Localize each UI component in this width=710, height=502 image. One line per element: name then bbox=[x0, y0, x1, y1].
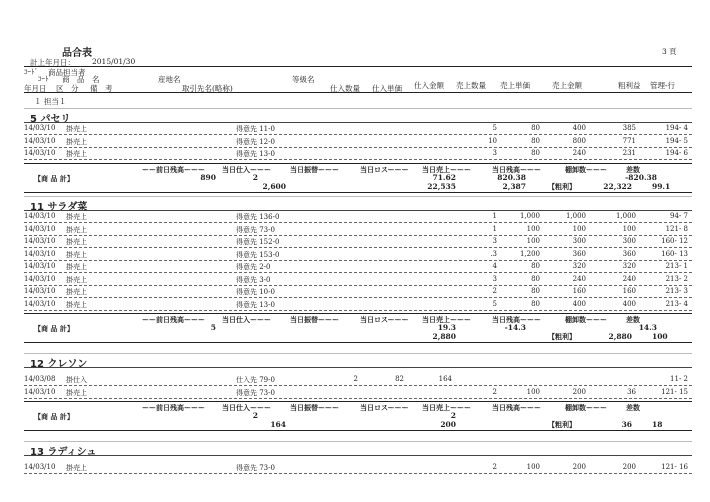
row-type: 掛売上 bbox=[66, 300, 87, 309]
row-type: 掛売上 bbox=[66, 238, 87, 246]
summary-gross-rate: 99.1 bbox=[652, 181, 671, 191]
row-rule bbox=[24, 260, 692, 261]
summary-label-stocktake: 棚卸数ーーー bbox=[565, 403, 607, 412]
row-sprice: 80 bbox=[531, 136, 540, 145]
row-sqty: 5 bbox=[492, 299, 497, 308]
row-rule bbox=[24, 222, 692, 223]
row-date: 14/03/10 bbox=[24, 463, 56, 471]
row-mgmt: 11- 2 bbox=[670, 375, 688, 383]
product-divider bbox=[24, 196, 692, 197]
row-rule bbox=[24, 235, 692, 236]
row-rule bbox=[24, 398, 692, 399]
summary-sales-amount: 22,535 bbox=[427, 181, 456, 191]
product-name: 12 クレソン bbox=[30, 359, 88, 370]
row-customer: 得意先 73-0 bbox=[236, 388, 275, 397]
row-date: 14/03/10 bbox=[24, 224, 56, 233]
row-type: 掛売上 bbox=[66, 263, 87, 271]
row-date: 14/03/10 bbox=[24, 237, 56, 245]
row-rule bbox=[24, 385, 692, 386]
summary-bottom-rule bbox=[24, 342, 692, 343]
person-header: 商品担当者 bbox=[48, 68, 86, 77]
row-rule bbox=[24, 134, 692, 135]
row-date: 14/03/10 bbox=[24, 124, 56, 132]
row-date: 14/03/10 bbox=[24, 387, 56, 396]
header-bottom-rule bbox=[24, 92, 692, 93]
row-type: 掛売上 bbox=[66, 225, 87, 234]
person-line: １ 担当１ bbox=[34, 97, 67, 106]
row-mgmt: 194- 5 bbox=[665, 136, 688, 145]
row-type: 掛売上 bbox=[66, 125, 87, 133]
product-name-rule bbox=[24, 367, 692, 368]
row-type: 掛売上 bbox=[66, 213, 87, 221]
summary-label-day_transfer: 当日振替ーーー bbox=[290, 403, 339, 412]
summary-label-day_stock: 当日残高ーーー bbox=[492, 164, 541, 174]
summary-label-difference: 差数 bbox=[626, 403, 640, 412]
summary-prev_stock: 5 bbox=[210, 323, 216, 332]
product-name: 13 ラディシュ bbox=[30, 447, 97, 458]
summary-label-day_purchase: 当日仕入ーーー bbox=[222, 403, 271, 412]
summary-sales-amount: 200 bbox=[440, 420, 456, 429]
summary-label-day_transfer: 当日振替ーーー bbox=[290, 164, 339, 174]
summary-label-day_loss: 当日ロスーーー bbox=[360, 315, 409, 324]
row-samount: 100 bbox=[572, 224, 586, 233]
row-rule bbox=[24, 272, 692, 273]
summary-gross-amount: 22,322 bbox=[603, 181, 632, 191]
row-mgmt: 213- 3 bbox=[665, 287, 688, 295]
summary-label-stocktake: 棚卸数ーーー bbox=[565, 164, 607, 174]
row-sqty: 3 bbox=[492, 274, 497, 283]
summary-bottom-rule bbox=[24, 430, 692, 431]
summary-label-difference: 差数 bbox=[626, 315, 640, 324]
origin-header: 産地名 bbox=[158, 75, 181, 84]
row-samount: 300 bbox=[572, 237, 586, 245]
row-samount: 200 bbox=[572, 387, 586, 396]
summary-prev_stock: 890 bbox=[200, 172, 216, 182]
customer-col-header: 取引先名(略称) bbox=[182, 84, 233, 93]
row-rule bbox=[24, 473, 692, 474]
row-profit: 300 bbox=[622, 237, 636, 245]
row-sprice: 80 bbox=[531, 124, 540, 132]
row-mgmt: 160- 13 bbox=[661, 249, 688, 258]
row-date: 14/03/10 bbox=[24, 287, 56, 295]
summary-label-day_sales: 当日売上ーーー bbox=[422, 164, 471, 174]
gross-label: 【粗利】 bbox=[548, 332, 576, 341]
row-mgmt: 121- 8 bbox=[665, 224, 688, 233]
row-sprice: 100 bbox=[526, 387, 540, 396]
row-sprice: 1,200 bbox=[519, 249, 540, 258]
summary-gross-amount: 36 bbox=[621, 420, 632, 429]
summary-difference: -820.38 bbox=[625, 172, 657, 182]
gross-profit-header: 粗利益 bbox=[618, 81, 641, 90]
product-divider bbox=[24, 441, 692, 442]
summary-gross-rate: 18 bbox=[652, 420, 663, 429]
product-name-rule bbox=[24, 122, 692, 123]
header-top-rule bbox=[24, 66, 692, 67]
row-date: 14/03/08 bbox=[24, 375, 56, 383]
product-name-rule bbox=[24, 210, 692, 211]
row-samount: 400 bbox=[572, 124, 586, 132]
row-profit: 36 bbox=[627, 387, 636, 396]
row-sqty: .3 bbox=[490, 249, 497, 258]
summary-purchase-amount: 2,600 bbox=[262, 181, 286, 191]
row-profit: 200 bbox=[622, 463, 636, 471]
row-customer: 得意先 12-0 bbox=[236, 137, 275, 146]
note-col-header: 備 考 bbox=[90, 84, 113, 93]
row-samount: 240 bbox=[572, 274, 586, 283]
row-profit: 360 bbox=[622, 249, 636, 258]
date-label: 計上年月日： bbox=[30, 58, 75, 67]
row-sprice: 80 bbox=[531, 287, 540, 295]
summary-top-rule bbox=[24, 163, 692, 164]
purchase-amount-header: 仕入金額 bbox=[414, 81, 444, 90]
summary-day_purchase: 2 bbox=[252, 172, 258, 182]
summary-label-prev_stock: ーー前日残高ーーー bbox=[142, 164, 205, 174]
summary-label-day_sales: 当日売上ーーー bbox=[422, 315, 471, 324]
summary-stock-amount: 2,387 bbox=[502, 181, 526, 191]
sales-qty-header: 売上数量 bbox=[456, 81, 486, 90]
row-customer: 得意先 3-0 bbox=[236, 275, 271, 284]
row-type: 掛売上 bbox=[66, 137, 87, 146]
row-mgmt: 94- 7 bbox=[670, 212, 688, 220]
row-mgmt: 121- 16 bbox=[661, 463, 688, 471]
row-sprice: 80 bbox=[531, 299, 540, 308]
summary-label-day_loss: 当日ロスーーー bbox=[360, 403, 409, 412]
grade-header: 等級名 bbox=[292, 75, 315, 84]
row-customer: 得意先 10-0 bbox=[236, 288, 275, 296]
summary-label-day_purchase: 当日仕入ーーー bbox=[222, 315, 271, 324]
gross-label: 【粗利】 bbox=[548, 420, 576, 429]
row-customer: 得意先 73-0 bbox=[236, 225, 275, 234]
row-mgmt: 121- 15 bbox=[661, 387, 688, 396]
summary-purchase-amount: 164 bbox=[270, 420, 286, 429]
row-mgmt: 213- 4 bbox=[665, 299, 688, 308]
code-label-1: ｺｰﾄﾞ bbox=[24, 68, 38, 76]
row-customer: 得意先 153-0 bbox=[236, 250, 280, 259]
summary-bottom-rule bbox=[24, 192, 692, 193]
row-sprice: 100 bbox=[526, 463, 540, 471]
summary-label-day_transfer: 当日振替ーーー bbox=[290, 315, 339, 324]
row-customer: 仕入先 79-0 bbox=[236, 376, 275, 384]
row-profit: 160 bbox=[622, 287, 636, 295]
row-mgmt: 213- 1 bbox=[665, 262, 688, 270]
row-date: 14/03/10 bbox=[24, 299, 56, 308]
subtotal-label: 【商 品 計】 bbox=[34, 324, 74, 333]
summary-label-day_loss: 当日ロスーーー bbox=[360, 164, 409, 174]
row-mgmt: 213- 2 bbox=[665, 274, 688, 283]
mgmt-row-header: 管理-行 bbox=[650, 81, 676, 90]
row-samount: 360 bbox=[572, 249, 586, 258]
row-type: 掛仕入 bbox=[66, 376, 87, 384]
row-rule bbox=[24, 247, 692, 248]
row-type: 掛売上 bbox=[66, 250, 87, 259]
summary-top-rule bbox=[24, 313, 692, 314]
row-samount: 240 bbox=[572, 149, 586, 157]
row-pqty: 2 bbox=[353, 375, 358, 383]
row-type: 掛売上 bbox=[66, 464, 87, 472]
row-samount: 400 bbox=[572, 299, 586, 308]
summary-label-difference: 差数 bbox=[626, 164, 640, 174]
summary-label-prev_stock: ーー前日残高ーーー bbox=[142, 315, 205, 324]
summary-day_sales: 2 bbox=[450, 411, 456, 420]
row-mgmt: 160- 12 bbox=[661, 237, 688, 245]
summary-top-rule bbox=[24, 401, 692, 402]
row-sprice: 80 bbox=[531, 149, 540, 157]
summary-day_stock: 820.38 bbox=[497, 172, 526, 182]
type-col-header: 区 分 bbox=[56, 84, 79, 93]
row-sprice: 100 bbox=[526, 237, 540, 245]
row-customer: 得意先 73-0 bbox=[236, 464, 275, 472]
row-date: 14/03/10 bbox=[24, 249, 56, 258]
row-profit: 771 bbox=[622, 136, 636, 145]
row-type: 掛売上 bbox=[66, 288, 87, 296]
product-name: 5 パセリ bbox=[30, 114, 71, 125]
summary-day_stock: -14.3 bbox=[504, 323, 526, 332]
row-profit: 385 bbox=[622, 124, 636, 132]
row-profit: 100 bbox=[622, 224, 636, 233]
summary-label-day_stock: 当日残高ーーー bbox=[492, 403, 541, 412]
row-profit: 240 bbox=[622, 274, 636, 283]
summary-difference: 14.3 bbox=[638, 323, 657, 332]
row-sqty: 5 bbox=[492, 124, 497, 132]
row-samount: 200 bbox=[572, 463, 586, 471]
subtotal-label: 【商 品 計】 bbox=[34, 173, 74, 183]
row-samount: 320 bbox=[572, 262, 586, 270]
row-pamount: 164 bbox=[438, 375, 452, 383]
purchase-qty-header: 仕入数量 bbox=[330, 84, 360, 93]
date-value: 2015/01/30 bbox=[92, 57, 136, 66]
row-type: 掛売上 bbox=[66, 388, 87, 397]
sales-price-header: 売上単価 bbox=[500, 81, 530, 90]
summary-day_sales: 71.62 bbox=[432, 172, 456, 182]
row-rule bbox=[24, 310, 692, 311]
row-date: 14/03/10 bbox=[24, 136, 56, 145]
row-sqty: 1 bbox=[492, 212, 497, 220]
row-sqty: 2 bbox=[492, 387, 497, 396]
summary-label-prev_stock: ーー前日残高ーーー bbox=[142, 403, 205, 412]
product-divider bbox=[24, 353, 692, 354]
summary-label-day_purchase: 当日仕入ーーー bbox=[222, 164, 271, 174]
row-profit: 400 bbox=[622, 299, 636, 308]
row-customer: 得意先 152-0 bbox=[236, 238, 280, 246]
gross-label: 【粗利】 bbox=[548, 181, 576, 191]
row-date: 14/03/10 bbox=[24, 274, 56, 283]
summary-label-day_sales: 当日売上ーーー bbox=[422, 403, 471, 412]
row-date: 14/03/10 bbox=[24, 262, 56, 270]
row-mgmt: 194- 6 bbox=[665, 149, 688, 157]
row-profit: 320 bbox=[622, 262, 636, 270]
row-customer: 得意先 13-0 bbox=[236, 300, 275, 309]
summary-gross-rate: 100 bbox=[652, 332, 668, 341]
summary-day_purchase: 2 bbox=[252, 411, 258, 420]
row-sqty: 3 bbox=[492, 149, 497, 157]
summary-gross-amount: 2,880 bbox=[608, 332, 632, 341]
row-date: 14/03/10 bbox=[24, 149, 56, 157]
row-sprice: 80 bbox=[531, 262, 540, 270]
page-number: 3 頁 bbox=[662, 47, 677, 56]
row-sprice: 80 bbox=[531, 274, 540, 283]
row-sqty: 3 bbox=[492, 237, 497, 245]
row-rule bbox=[24, 159, 692, 160]
row-type: 掛売上 bbox=[66, 275, 87, 284]
row-sqty: 1 bbox=[492, 224, 497, 233]
summary-sales-amount: 2,880 bbox=[432, 332, 456, 341]
product-header: 商 品 名 bbox=[62, 75, 100, 84]
sales-amount-header: 売上金額 bbox=[552, 81, 582, 90]
purchase-price-header: 仕入単価 bbox=[372, 84, 402, 93]
product-name: 11 サラダ菜 bbox=[30, 202, 88, 213]
row-rule bbox=[24, 285, 692, 286]
row-sqty: 2 bbox=[492, 287, 497, 295]
row-customer: 得意先 136-0 bbox=[236, 213, 280, 221]
summary-label-stocktake: 棚卸数ーーー bbox=[565, 315, 607, 324]
row-sqty: 4 bbox=[492, 262, 497, 270]
row-rule bbox=[24, 147, 692, 148]
report-title: 品合表 bbox=[62, 48, 92, 59]
row-mgmt: 194- 4 bbox=[665, 124, 688, 132]
row-sprice: 1,000 bbox=[519, 212, 540, 220]
product-divider bbox=[24, 108, 692, 109]
row-sprice: 100 bbox=[526, 224, 540, 233]
row-date: 14/03/10 bbox=[24, 212, 56, 220]
row-rule bbox=[24, 297, 692, 298]
row-customer: 得意先 11-0 bbox=[236, 125, 275, 133]
row-sqty: 2 bbox=[492, 463, 497, 471]
row-samount: 1,000 bbox=[565, 212, 586, 220]
row-customer: 得意先 13-0 bbox=[236, 150, 275, 158]
row-sqty: 10 bbox=[488, 136, 497, 145]
row-samount: 800 bbox=[572, 136, 586, 145]
row-profit: 1,000 bbox=[615, 212, 636, 220]
summary-day_sales: 19.3 bbox=[437, 323, 456, 332]
code-label-2: ｺｰﾄﾞ bbox=[38, 75, 52, 83]
row-samount: 160 bbox=[572, 287, 586, 295]
row-type: 掛売上 bbox=[66, 150, 87, 158]
summary-label-day_stock: 当日残高ーーー bbox=[492, 315, 541, 324]
row-profit: 231 bbox=[622, 149, 636, 157]
row-pprice: 82 bbox=[395, 375, 404, 383]
subtotal-label: 【商 品 計】 bbox=[34, 412, 74, 421]
row-customer: 得意先 2-0 bbox=[236, 263, 271, 271]
product-name-rule bbox=[24, 455, 692, 456]
date-col-header: 年月日 bbox=[24, 84, 47, 93]
